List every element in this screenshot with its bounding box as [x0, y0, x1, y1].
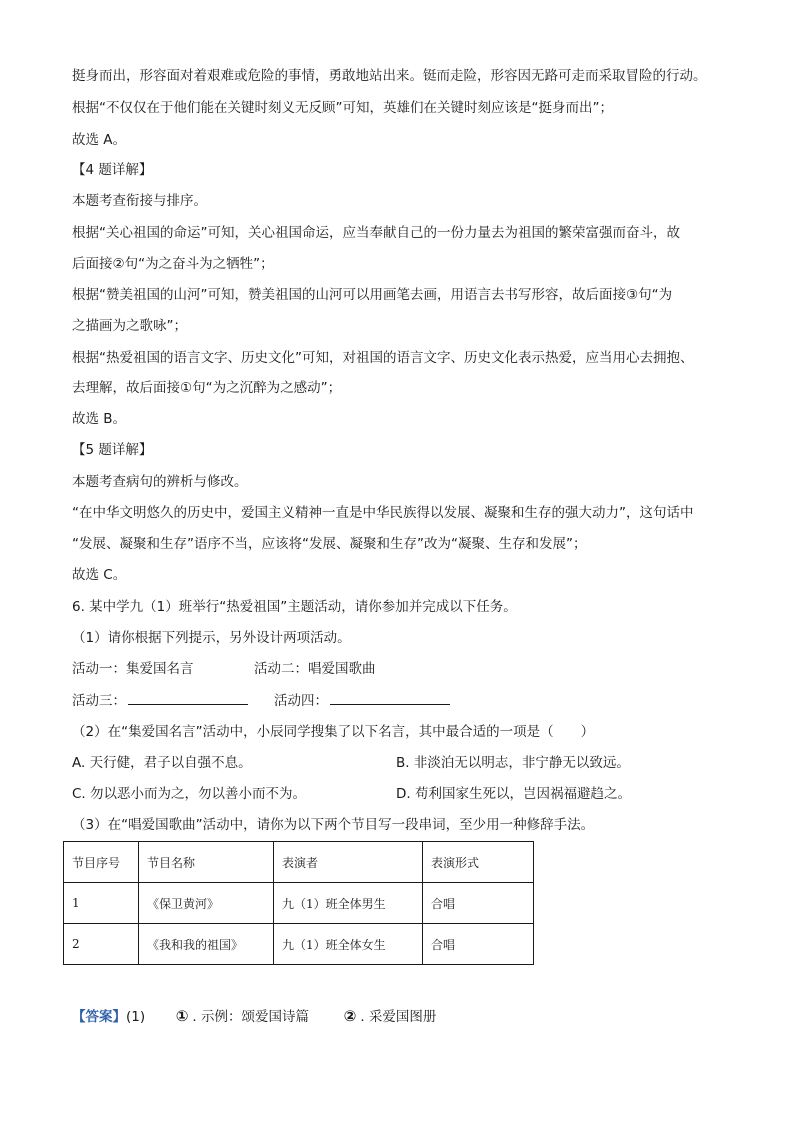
option-b: B. 非淡泊无以明志，非宁静无以致远。: [396, 755, 630, 771]
activity-3-label: 活动三：: [72, 693, 126, 709]
text-line: 根据“热爱祖国的语言文字、历史文化”可知，对祖国的语言文字、历史文化表示热爱，应当用心去拥抱、: [72, 350, 694, 366]
activity-1: 活动一：集爱国名言: [72, 661, 194, 677]
section-heading: 【5 题详解】: [72, 442, 153, 458]
question-6: 6. 某中学九（1）班举行“热爱祖国”主题活动，请你参加并完成以下任务。: [72, 599, 517, 615]
text-line: 故选 A。: [72, 132, 127, 148]
section-heading: 【4 题详解】: [72, 162, 153, 178]
table-header-row: [64, 842, 534, 883]
option-a: A. 天行健，君子以自强不息。: [72, 755, 252, 771]
text-line: 根据“不仅仅在于他们能在关键时刻义无反顾”可知，英雄们在关键时刻应该是“挺身而出”；: [72, 100, 613, 116]
question-6-part-3: （3）在“唱爱国歌曲”活动中，请你为以下两个节目写一段串词，至少用一种修辞手法。: [72, 817, 595, 833]
answer-item-1-number: ①: [175, 1007, 189, 1025]
option-d: D. 苟利国家生死以，岂因祸福避趋之。: [396, 786, 631, 802]
table-cell: 1: [64, 883, 139, 924]
answer-part: (1): [126, 1009, 146, 1025]
activity-3: [72, 690, 248, 711]
text-line: 根据“关心祖国的命运”可知，关心祖国命运，应当奉献自己的一份力量去为祖国的繁荣富强而奋斗，故: [72, 225, 680, 241]
table-cell: 《保卫黄河》: [139, 883, 274, 924]
text-line: “在中华文明悠久的历史中，爱国主义精神一直是中华民族得以发展、凝聚和生存的强大动力”，这句话中: [72, 505, 694, 521]
table-cell: 九（1）班全体男生: [274, 883, 423, 924]
activity-4-blank[interactable]: [330, 690, 450, 705]
answer-line: [72, 1006, 436, 1027]
table-cell: 合唱: [423, 924, 534, 965]
text-line: 本题考查衔接与排序。: [72, 193, 207, 209]
table-cell: 九（1）班全体女生: [274, 924, 423, 965]
text-line: 挺身而出，形容面对着艰难或危险的事情，勇敢地站出来。铤而走险，形容因无路可走而采取冒险的行动。: [72, 68, 707, 84]
table-cell: 《我和我的祖国》: [139, 924, 274, 965]
text-line: 去理解，故后面接①句“为之沉醉为之感动”；: [72, 380, 342, 396]
text-line: 根据“赞美祖国的山河”可知，赞美祖国的山河可以用画笔去画，用语言去书写形容，故后面接③句“为: [72, 287, 673, 303]
table-cell: 2: [64, 924, 139, 965]
table-header: 节目名称: [139, 842, 274, 883]
text-line: “发展、凝聚和生存”语序不当，应该将“发展、凝聚和生存”改为“凝聚、生存和发展”；: [72, 536, 587, 552]
table-header: 表演形式: [423, 842, 534, 883]
text-line: 本题考查病句的辨析与修改。: [72, 474, 248, 490]
activity-3-blank[interactable]: [128, 690, 248, 705]
answer-item-2: . 采爱国图册: [360, 1009, 437, 1025]
activity-4-label: 活动四：: [274, 693, 328, 709]
table-row: [64, 924, 534, 965]
table-header: 节目序号: [64, 842, 139, 883]
table-header: 表演者: [274, 842, 423, 883]
activity-4: [274, 690, 450, 711]
answer-item-2-number: ②: [343, 1007, 357, 1025]
answer-item-1: . 示例：颂爱国诗篇: [192, 1009, 310, 1025]
question-6-part-2: （2）在“集爱国名言”活动中，小辰同学搜集了以下名言，其中最合适的一项是（ ）: [72, 724, 595, 740]
program-table: [63, 841, 534, 965]
answer-tag: 【答案】: [72, 1009, 126, 1025]
text-line: 之描画为之歌咏”；: [72, 318, 187, 334]
table-cell: 合唱: [423, 883, 534, 924]
text-line: 故选 B。: [72, 411, 127, 427]
option-c: C. 勿以恶小而为之，勿以善小而不为。: [72, 786, 307, 802]
question-6-part-1: （1）请你根据下列提示，另外设计两项活动。: [72, 630, 351, 646]
text-line: 故选 C。: [72, 567, 127, 583]
text-line: 后面接②句“为之奋斗为之牺牲”；: [72, 256, 274, 272]
table-row: [64, 883, 534, 924]
activity-2: 活动二：唱爱国歌曲: [254, 661, 376, 677]
